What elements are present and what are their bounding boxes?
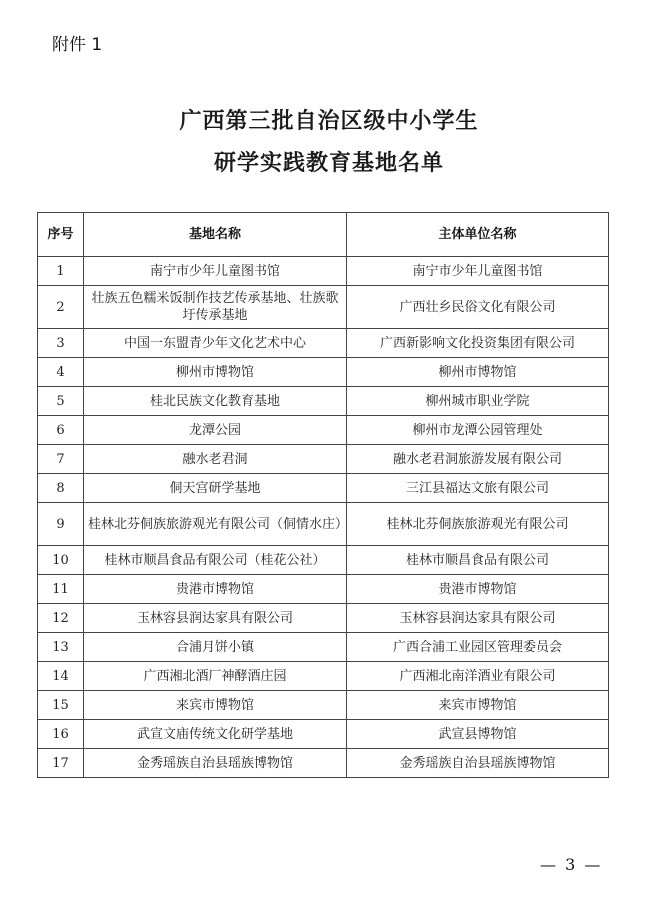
cell-serial: 11 xyxy=(38,575,84,604)
table-row xyxy=(38,749,609,778)
cell-base-name: 来宾市博物馆 xyxy=(84,691,347,720)
cell-serial: 8 xyxy=(38,474,84,503)
cell-serial: 9 xyxy=(38,503,84,546)
cell-unit-name: 南宁市少年儿童图书馆 xyxy=(347,257,609,286)
cell-serial: 2 xyxy=(38,286,84,329)
table-row xyxy=(38,329,609,358)
table-row xyxy=(38,257,609,286)
cell-base-name: 武宣文庙传统文化研学基地 xyxy=(84,720,347,749)
cell-unit-name: 广西新影响文化投资集团有限公司 xyxy=(347,329,609,358)
table-row xyxy=(38,503,609,546)
cell-base-name: 桂林市顺昌食品有限公司（桂花公社） xyxy=(84,546,347,575)
cell-unit-name: 三江县福达文旅有限公司 xyxy=(347,474,609,503)
attachment-label: 附件 1 xyxy=(52,35,103,55)
cell-unit-name: 柳州市龙潭公园管理处 xyxy=(347,416,609,445)
table-row xyxy=(38,633,609,662)
cell-unit-name: 广西湘北南洋酒业有限公司 xyxy=(347,662,609,691)
cell-base-name: 壮族五色糯米饭制作技艺传承基地、壮族歌圩传承基地 xyxy=(84,286,347,329)
cell-serial: 17 xyxy=(38,749,84,778)
header-unit-name: 主体单位名称 xyxy=(347,213,609,257)
cell-serial: 13 xyxy=(38,633,84,662)
table-row xyxy=(38,474,609,503)
table-row xyxy=(38,662,609,691)
table-row xyxy=(38,575,609,604)
cell-unit-name: 武宣县博物馆 xyxy=(347,720,609,749)
document-title-line-2: 研学实践教育基地名单 xyxy=(213,151,444,176)
cell-serial: 10 xyxy=(38,546,84,575)
cell-unit-name: 金秀瑶族自治县瑶族博物馆 xyxy=(347,749,609,778)
cell-serial: 14 xyxy=(38,662,84,691)
cell-serial: 6 xyxy=(38,416,84,445)
cell-serial: 16 xyxy=(38,720,84,749)
table-row xyxy=(38,358,609,387)
cell-base-name: 南宁市少年儿童图书馆 xyxy=(84,257,347,286)
base-list-table xyxy=(37,212,609,778)
cell-base-name: 融水老君洞 xyxy=(84,445,347,474)
cell-base-name: 龙潭公园 xyxy=(84,416,347,445)
cell-unit-name: 广西合浦工业园区管理委员会 xyxy=(347,633,609,662)
cell-base-name: 桂北民族文化教育基地 xyxy=(84,387,347,416)
cell-base-name: 贵港市博物馆 xyxy=(84,575,347,604)
cell-unit-name: 柳州城市职业学院 xyxy=(347,387,609,416)
cell-unit-name: 融水老君洞旅游发展有限公司 xyxy=(347,445,609,474)
cell-unit-name: 贵港市博物馆 xyxy=(347,575,609,604)
table-row xyxy=(38,445,609,474)
table-row xyxy=(38,387,609,416)
cell-base-name: 中国一东盟青少年文化艺术中心 xyxy=(84,329,347,358)
cell-serial: 1 xyxy=(38,257,84,286)
cell-serial: 7 xyxy=(38,445,84,474)
header-base-name: 基地名称 xyxy=(84,213,347,257)
header-serial-number: 序号 xyxy=(38,213,84,257)
cell-base-name: 侗天宫研学基地 xyxy=(84,474,347,503)
cell-base-name: 金秀瑶族自治县瑶族博物馆 xyxy=(84,749,347,778)
cell-serial: 15 xyxy=(38,691,84,720)
cell-unit-name: 桂林北芬侗族旅游观光有限公司 xyxy=(347,503,609,546)
cell-base-name: 广西湘北酒厂神酵酒庄园 xyxy=(84,662,347,691)
cell-serial: 4 xyxy=(38,358,84,387)
table-row xyxy=(38,416,609,445)
table-header-row xyxy=(38,213,609,257)
cell-base-name: 玉林容县润达家具有限公司 xyxy=(84,604,347,633)
cell-base-name: 柳州市博物馆 xyxy=(84,358,347,387)
page-number: — 3 — xyxy=(540,855,603,874)
cell-unit-name: 广西壮乡民俗文化有限公司 xyxy=(347,286,609,329)
document-title-line-1: 广西第三批自治区级中小学生 xyxy=(179,109,479,134)
cell-base-name: 合浦月饼小镇 xyxy=(84,633,347,662)
cell-unit-name: 柳州市博物馆 xyxy=(347,358,609,387)
cell-base-name: 桂林北芬侗族旅游观光有限公司（侗情水庄） xyxy=(84,503,347,546)
cell-unit-name: 桂林市顺昌食品有限公司 xyxy=(347,546,609,575)
table-row xyxy=(38,546,609,575)
table-row xyxy=(38,604,609,633)
table-row xyxy=(38,691,609,720)
table-row xyxy=(38,286,609,329)
cell-serial: 12 xyxy=(38,604,84,633)
table-row xyxy=(38,720,609,749)
cell-unit-name: 来宾市博物馆 xyxy=(347,691,609,720)
cell-serial: 5 xyxy=(38,387,84,416)
cell-serial: 3 xyxy=(38,329,84,358)
cell-unit-name: 玉林容县润达家具有限公司 xyxy=(347,604,609,633)
